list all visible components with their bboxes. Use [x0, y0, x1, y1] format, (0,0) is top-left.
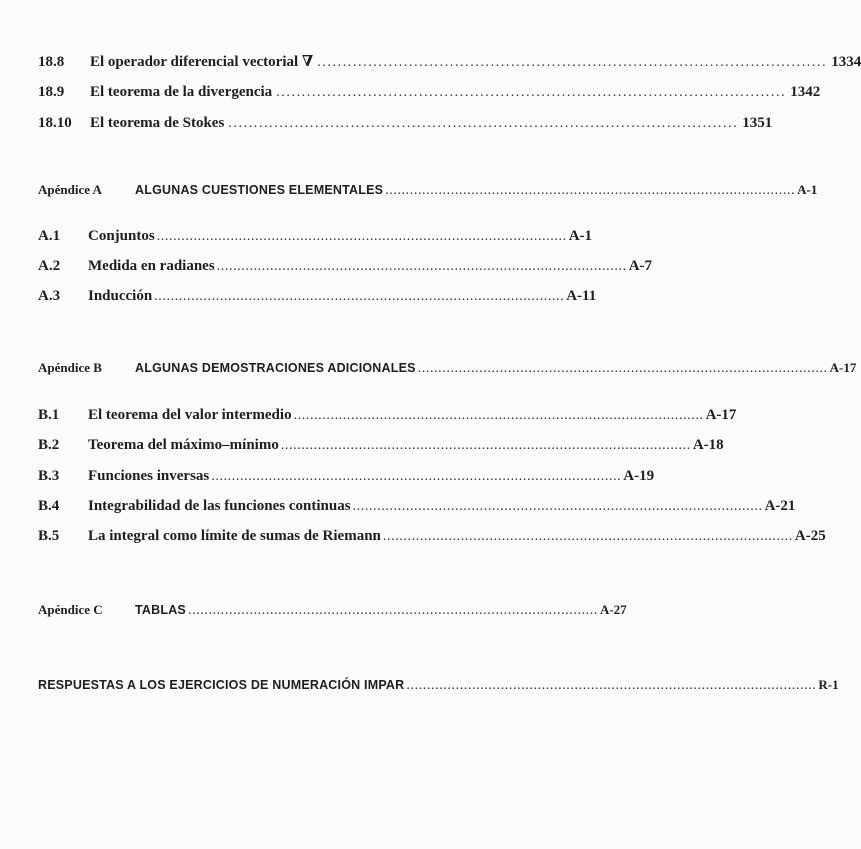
- section-number: A.3: [38, 288, 61, 304]
- appendix-title: ALGUNAS CUESTIONES ELEMENTALES: [135, 183, 384, 197]
- page-number: A-21: [764, 498, 796, 514]
- appendix-b-heading: [38, 360, 857, 377]
- appendix-title: ALGUNAS DEMOSTRACIONES ADICIONALES: [135, 361, 416, 375]
- appendix-label: Apéndice C: [38, 602, 103, 617]
- leader-dots: ....................................................................................................: [317, 55, 828, 70]
- section-title: Conjuntos: [88, 228, 155, 244]
- page-number: A-18: [692, 437, 724, 453]
- section-number: B.5: [38, 528, 60, 544]
- appendix-a-heading: [38, 182, 818, 199]
- page-number: A-25: [794, 528, 826, 544]
- toc-entry-a-2: [38, 258, 653, 275]
- leader-dots: ....................................................................................................: [352, 499, 763, 514]
- section-title: Inducción: [88, 288, 153, 304]
- section-number: 18.8: [38, 54, 65, 70]
- page-number: 1334: [831, 54, 861, 70]
- toc-entry-a-1: [38, 228, 593, 245]
- leader-dots: ....................................................................................................: [280, 438, 691, 453]
- leader-dots: ....................................................................................................: [406, 678, 817, 693]
- page-number: A-1: [568, 228, 593, 244]
- leader-dots: ....................................................................................................: [216, 259, 627, 274]
- answers-heading: [38, 677, 839, 694]
- section-number: 18.10: [38, 115, 72, 131]
- section-number: B.4: [38, 498, 60, 514]
- section-number: B.3: [38, 468, 60, 484]
- page-number: A-17: [705, 407, 737, 423]
- leader-dots: ....................................................................................................: [293, 408, 704, 423]
- toc-entry-b-5: [38, 528, 826, 545]
- toc-entry-18-8: [38, 52, 861, 71]
- section-title: Medida en radianes: [88, 258, 215, 274]
- section-title: El operador diferencial vectorial ∇: [90, 54, 314, 70]
- page-number: A-19: [623, 468, 655, 484]
- page-number: 1342: [790, 84, 821, 100]
- section-title: Teorema del máximo–mínimo: [88, 437, 279, 453]
- section-title: La integral como límite de sumas de Riemann: [88, 528, 381, 544]
- leader-dots: ....................................................................................................: [228, 116, 739, 131]
- appendix-label: Apéndice A: [38, 182, 102, 197]
- section-title: Integrabilidad de las funciones continuas: [88, 498, 351, 514]
- leader-dots: ....................................................................................................: [385, 183, 796, 198]
- page-number: A-11: [566, 288, 597, 304]
- section-title: Funciones inversas: [88, 468, 210, 484]
- appendix-title: TABLAS: [135, 603, 186, 617]
- leader-dots: ....................................................................................................: [417, 361, 828, 376]
- toc-entry-b-4: [38, 498, 796, 515]
- leader-dots: ....................................................................................................: [154, 289, 565, 304]
- toc-entry-18-10: [38, 115, 773, 132]
- page-number: 1351: [742, 115, 773, 131]
- leader-dots: ....................................................................................................: [187, 603, 598, 618]
- toc-entry-b-3: [38, 468, 655, 485]
- section-title: El teorema de la divergencia: [90, 84, 273, 100]
- page-number: A-27: [599, 602, 627, 617]
- toc-entry-b-2: [38, 437, 724, 454]
- section-number: A.1: [38, 228, 61, 244]
- page-number: R-1: [818, 677, 839, 692]
- section-number: B.2: [38, 437, 60, 453]
- leader-dots: ....................................................................................................: [211, 469, 622, 484]
- section-number: A.2: [38, 258, 61, 274]
- page-number: A-17: [829, 360, 857, 375]
- page-number: A-7: [628, 258, 653, 274]
- toc-entry-18-9: [38, 84, 821, 101]
- leader-dots: ....................................................................................................: [156, 229, 567, 244]
- leader-dots: ....................................................................................................: [276, 85, 787, 100]
- toc-entry-a-3: [38, 288, 597, 305]
- page-number: A-1: [797, 182, 818, 197]
- leader-dots: ....................................................................................................: [382, 529, 793, 544]
- section-number: B.1: [38, 407, 60, 423]
- section-title: El teorema del valor intermedio: [88, 407, 292, 423]
- section-number: 18.9: [38, 84, 65, 100]
- answers-title: RESPUESTAS A LOS EJERCICIOS DE NUMERACIÓN IMPAR: [38, 678, 405, 692]
- appendix-c-heading: [38, 602, 627, 619]
- appendix-label: Apéndice B: [38, 360, 102, 375]
- toc-entry-b-1: [38, 407, 737, 424]
- section-title: El teorema de Stokes: [90, 115, 225, 131]
